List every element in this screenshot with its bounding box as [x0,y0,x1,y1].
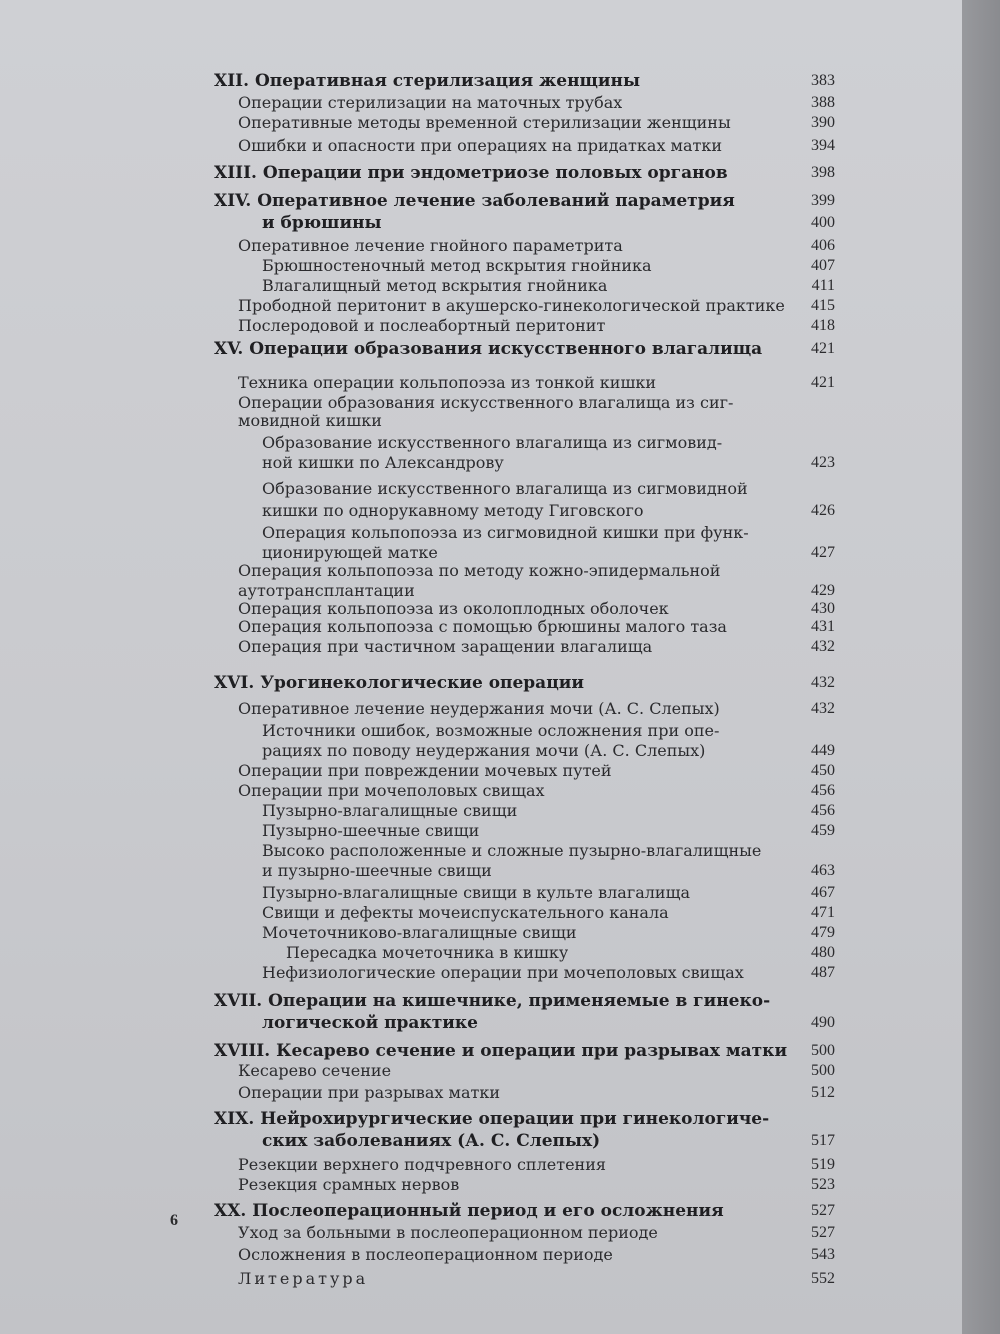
toc-row [0,1060,962,1082]
toc-entry-title: Операция кольпопоэза из околоплодных оболочек [238,599,669,618]
toc-page-number: 400 [811,214,835,231]
toc-row [0,190,962,212]
toc-entry-title: аутотрансплантации [238,581,415,600]
toc-row [0,740,962,762]
toc-row [0,1268,962,1290]
toc-page-number: 500 [811,1042,835,1059]
toc-entry-title: Пузырно-влагалищные свищи [262,801,518,820]
toc-page-number: 500 [811,1062,835,1079]
toc-entry-title: XIII. Операции при эндометриозе половых органов [214,163,728,183]
toc-entry-title: XII. Оперативная стерилизация женщины [214,71,641,91]
toc-page-number: 480 [811,944,835,961]
toc-page-number: 479 [811,924,835,941]
toc-page-number: 456 [811,802,835,819]
toc-page-number: 421 [811,340,835,357]
toc-entry-title: Осложнения в послеоперационном периоде [238,1245,613,1264]
toc-page-number: 517 [811,1132,835,1149]
toc-row [0,212,962,234]
toc-page-number: 418 [811,317,835,334]
toc-entry-title: Высоко расположенные и сложные пузырно-влагалищные [262,841,762,860]
toc-page-number: 399 [811,192,835,209]
toc-entry-title: XVII. Операции на кишечнике, применяемые в гинеко- [214,991,771,1011]
toc-row [0,560,962,582]
toc-page-number: 471 [811,904,835,921]
toc-entry-title: Операция кольпопоэза с помощью брюшины малого таза [238,617,727,636]
toc-row [0,1082,962,1104]
toc-entry-title: XV. Операции образования искусственного влагалища [214,339,763,359]
toc-page-number: 432 [811,700,835,717]
toc-row [0,860,962,882]
toc-entry-title: мовидной кишки [238,411,382,430]
toc-row [0,720,962,742]
toc-entry-title: XVIII. Кесарево сечение и операции при разрывах матки [214,1041,788,1061]
toc-row [0,1200,962,1222]
toc-page-number: 406 [811,237,835,254]
toc-entry-title: Операция кольпопоэза из сигмовидной кишки при функ- [262,523,749,542]
toc-entry-title: Резекция срамных нервов [238,1175,460,1194]
toc-entry-title: рациях по поводу неудержания мочи (А. С. Слепых) [262,741,706,760]
toc-entry-title: Операции при мочеполовых свищах [238,781,545,800]
toc-entry-title: XIX. Нейрохирургические операции при гинекологиче- [214,1109,770,1129]
toc-row [0,410,962,432]
toc-row [0,372,962,394]
toc-row [0,902,962,924]
toc-row [0,800,962,822]
toc-entry-title: логической практике [262,1013,478,1033]
toc-entry-title: Влагалищный метод вскрытия гнойника [262,276,608,295]
toc-row [0,315,962,337]
toc-row [0,275,962,297]
toc-row [0,135,962,157]
toc-entry-title: Операции при повреждении мочевых путей [238,761,612,780]
toc-entry-title: Прободной перитонит в акушерско-гинекологической практике [238,296,785,315]
toc-entry-title: XX. Послеоперационный период и его осложнения [214,1201,724,1221]
toc-entry-title: кишки по однорукавному методу Гиговского [262,501,644,520]
toc-entry-title: Пересадка мочеточника в кишку [286,943,569,962]
toc-row [0,478,962,500]
toc-page-number: 527 [811,1224,835,1241]
toc-entry-title: Пузырно-влагалищные свищи в культе влагалища [262,883,690,902]
toc-page-number: 394 [811,137,835,154]
toc-entry-title: и брюшины [262,213,382,233]
toc-row [0,255,962,277]
toc-page-number: 543 [811,1246,835,1263]
toc-page-number: 432 [811,674,835,691]
toc-row [0,235,962,257]
toc-row [0,780,962,802]
toc-entry-title: Источники ошибок, возможные осложнения при опе- [262,721,720,740]
toc-entry-title: ских заболеваниях (А. С. Слепых) [262,1131,601,1151]
toc-page-number: 519 [811,1156,835,1173]
toc-page-number: 523 [811,1176,835,1193]
toc-entry-title: ционирующей матке [262,543,438,562]
toc-entry-title: Послеродовой и послеабортный перитонит [238,316,606,335]
toc-row [0,1012,962,1034]
toc-row [0,962,962,984]
toc-row [0,338,962,360]
toc-page-number: 421 [811,374,835,391]
toc-entry-title: Резекции верхнего подчревного сплетения [238,1155,606,1174]
toc-entry-title: ной кишки по Александрову [262,453,504,472]
toc-entry-title: и пузырно-шеечные свищи [262,861,492,880]
toc-entry-title: Ошибки и опасности при операциях на придатках матки [238,136,723,155]
toc-row [0,1154,962,1176]
toc-entry-title: Литература [238,1269,369,1288]
toc-row [0,432,962,454]
toc-page-number: 411 [811,277,835,294]
toc-page-number: 487 [811,964,835,981]
toc-entry-title: Кесарево сечение [238,1061,392,1080]
toc-row [0,92,962,114]
toc-page-number: 432 [811,638,835,655]
toc-entry-title: Оперативное лечение неудержания мочи (А. С. Слепых) [238,699,720,718]
toc-entry-title: Оперативное лечение гнойного параметрита [238,236,623,255]
page-number: 6 [170,1212,178,1229]
toc-page-number: 467 [811,884,835,901]
toc-page-number: 388 [811,94,835,111]
toc-row [0,1108,962,1130]
toc-row [0,820,962,842]
toc-row [0,70,962,92]
toc-entry-title: Образование искусственного влагалища из сигмовид- [262,433,723,452]
toc-page-number: 407 [811,257,835,274]
toc-row [0,295,962,317]
toc-row [0,1244,962,1266]
toc-row [0,1040,962,1062]
toc-page-number: 383 [811,72,835,89]
toc-row [0,616,962,638]
toc-page-number: 463 [811,862,835,879]
toc-row [0,942,962,964]
toc-entry-title: Техника операции кольпопоэза из тонкой кишки [238,373,656,392]
toc-page-number: 552 [811,1270,835,1287]
toc-entry-title: XIV. Оперативное лечение заболеваний параметрия [214,191,735,211]
toc-row [0,922,962,944]
toc-page-number: 449 [811,742,835,759]
toc-entry-title: Операции при разрывах матки [238,1083,501,1102]
toc-entry-title: Операция при частичном заращении влагалища [238,637,653,656]
toc-entry-title: Операция кольпопоэза по методу кожно-эпидермальной [238,561,721,580]
toc-page-number: 527 [811,1202,835,1219]
toc-page-number: 398 [811,164,835,181]
toc-entry-title: Пузырно-шеечные свищи [262,821,480,840]
toc-entry-title: Операции образования искусственного влагалища из сиг- [238,393,734,412]
toc-page-number: 390 [811,114,835,131]
toc-row [0,1222,962,1244]
toc-page-number: 431 [811,618,835,635]
toc-row [0,1174,962,1196]
toc-row [0,500,962,522]
toc-page-number: 456 [811,782,835,799]
toc-page-number: 430 [811,600,835,617]
toc-page-number: 423 [811,454,835,471]
toc-page-number: 426 [811,502,835,519]
toc-entry-title: Уход за больными в послеоперационном периоде [238,1223,658,1242]
toc-page-number: 459 [811,822,835,839]
toc-entry-title: Нефизиологические операции при мочеполовых свищах [262,963,744,982]
toc-page-number: 512 [811,1084,835,1101]
toc-entry-title: Образование искусственного влагалища из сигмовидной [262,479,748,498]
toc-row [0,162,962,184]
toc-entry-title: Мочеточниково-влагалищные свищи [262,923,577,942]
toc-row [0,636,962,658]
toc-row [0,1130,962,1152]
toc-row [0,112,962,134]
toc-row [0,882,962,904]
toc-row [0,452,962,474]
toc-row [0,698,962,720]
toc-row [0,672,962,694]
toc-entry-title: XVI. Урогинекологические операции [214,673,584,693]
toc-page-number: 429 [811,582,835,599]
toc-page-number: 427 [811,544,835,561]
toc-page-number: 450 [811,762,835,779]
toc-entry-title: Брюшностеночный метод вскрытия гнойника [262,256,652,275]
toc-entry-title: Оперативные методы временной стерилизации женщины [238,113,731,132]
binding-shadow [962,0,1000,1334]
toc-row [0,840,962,862]
toc-row [0,990,962,1012]
toc-row [0,760,962,782]
toc-page-number: 490 [811,1014,835,1031]
toc-entry-title: Свищи и дефекты мочеиспускательного канала [262,903,669,922]
toc-row [0,522,962,544]
toc-page-number: 415 [811,297,835,314]
toc-entry-title: Операции стерилизации на маточных трубах [238,93,623,112]
